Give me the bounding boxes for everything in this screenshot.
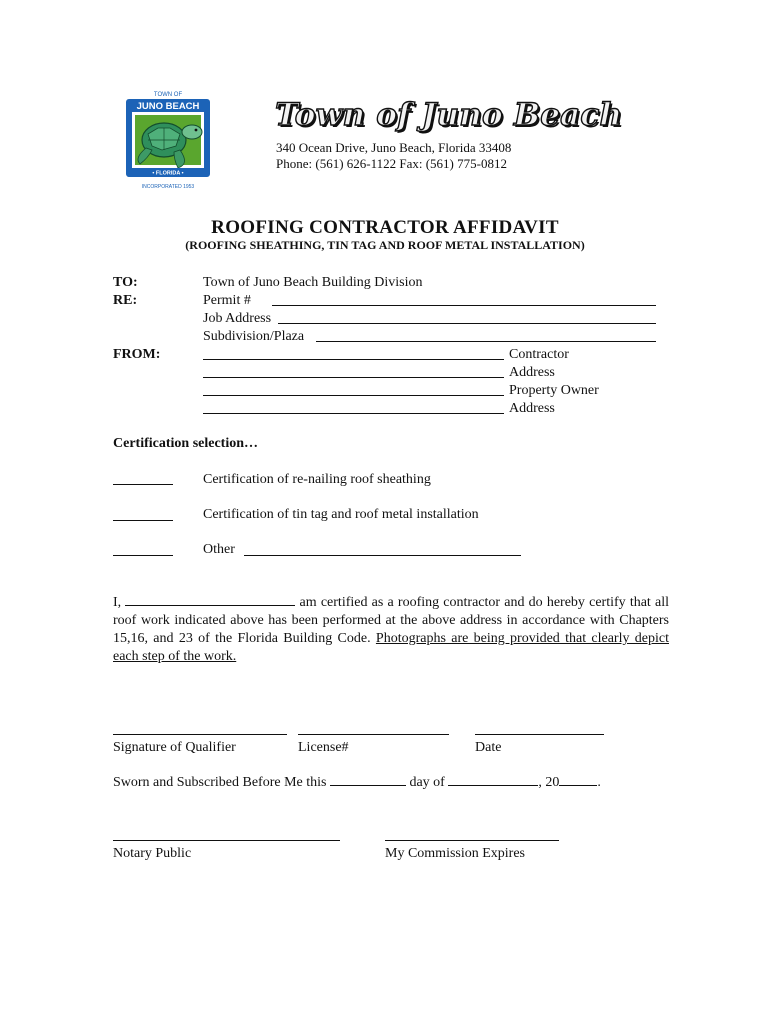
permit-label: Permit # (203, 293, 251, 308)
town-phone-fax: Phone: (561) 626-1122 Fax: (561) 775-0812 (276, 156, 507, 171)
town-address: 340 Ocean Drive, Juno Beach, Florida 33408 (276, 140, 512, 155)
property-owner-label: Property Owner (509, 383, 599, 398)
qualifier-signature-field[interactable] (113, 734, 287, 735)
sworn-text-4: . (597, 775, 601, 790)
contractor-address-label: Address (509, 365, 555, 380)
permit-field[interactable] (272, 305, 656, 306)
license-field[interactable] (298, 734, 449, 735)
contractor-field[interactable] (203, 359, 504, 360)
date-label: Date (475, 740, 502, 755)
town-logo (118, 90, 218, 192)
job-address-label: Job Address (203, 311, 272, 326)
option-tin-tag-label: Certification of tin tag and roof metal installation (203, 507, 479, 522)
sworn-text-1: Sworn and Subscribed Before Me this (113, 775, 327, 790)
logo-top-text: TOWN OF (153, 92, 183, 98)
sworn-text-2: day of (409, 775, 445, 790)
logo-bottom-text: • FLORIDA • (152, 170, 184, 177)
document-subtitle: (ROOFING SHEATHING, TIN TAG AND ROOF METAL INSTALLATION) (185, 238, 585, 252)
logo-name-text: JUNO BEACH (136, 101, 200, 112)
re-label: RE: (113, 293, 138, 308)
sworn-year-field[interactable] (559, 773, 597, 786)
sworn-day-field[interactable] (330, 773, 406, 786)
to-label: TO: (113, 275, 138, 290)
option-renailing-label: Certification of re-nailing roof sheathing (203, 472, 431, 487)
option-renailing-checkbox[interactable] (113, 484, 173, 485)
license-label: License# (298, 740, 349, 755)
logo-incorporated-text: INCORPORATED 1953 (141, 184, 195, 190)
from-label: FROM: (113, 347, 161, 362)
subdivision-field[interactable] (316, 341, 656, 342)
contractor-address-field[interactable] (203, 377, 504, 378)
turtle-seal-icon (118, 90, 218, 192)
commission-expires-label: My Commission Expires (385, 846, 526, 861)
notary-public-label: Notary Public (113, 846, 192, 861)
certification-heading: Certification selection… (113, 436, 259, 451)
qualifier-signature-label: Signature of Qualifier (113, 740, 236, 755)
date-field[interactable] (475, 734, 604, 735)
owner-address-field[interactable] (203, 413, 504, 414)
sworn-statement (113, 773, 601, 792)
sworn-text-3: , 20 (538, 775, 560, 790)
contractor-label: Contractor (509, 347, 569, 362)
sworn-month-field[interactable] (448, 773, 538, 786)
option-other-label: Other (203, 542, 235, 557)
statement-body: am certified as a roofing contractor and do hereby certify that all roof work indicated above has been performed at the above address in accordance with Chapters 15,16, and 23 of the Florida Building Code. (113, 595, 669, 646)
commission-expires-field[interactable] (385, 840, 559, 841)
subdivision-label: Subdivision/Plaza (203, 329, 305, 344)
owner-address-label: Address (509, 401, 555, 416)
option-tin-tag-checkbox[interactable] (113, 520, 173, 521)
document-title: ROOFING CONTRACTOR AFFIDAVIT (211, 217, 559, 238)
property-owner-field[interactable] (203, 395, 504, 396)
town-title: Town of Juno Beach (275, 97, 623, 133)
statement-prefix: I, (113, 595, 122, 610)
option-other-checkbox[interactable] (113, 555, 173, 556)
contractor-name-field[interactable] (125, 594, 295, 606)
certification-statement (113, 594, 669, 666)
other-description-field[interactable] (244, 555, 521, 556)
statement-photographs: Photographs are being provided that clearly depict each step of the work. (113, 631, 669, 664)
to-value: Town of Juno Beach Building Division (203, 275, 423, 290)
job-address-field[interactable] (278, 323, 656, 324)
notary-signature-field[interactable] (113, 840, 340, 841)
